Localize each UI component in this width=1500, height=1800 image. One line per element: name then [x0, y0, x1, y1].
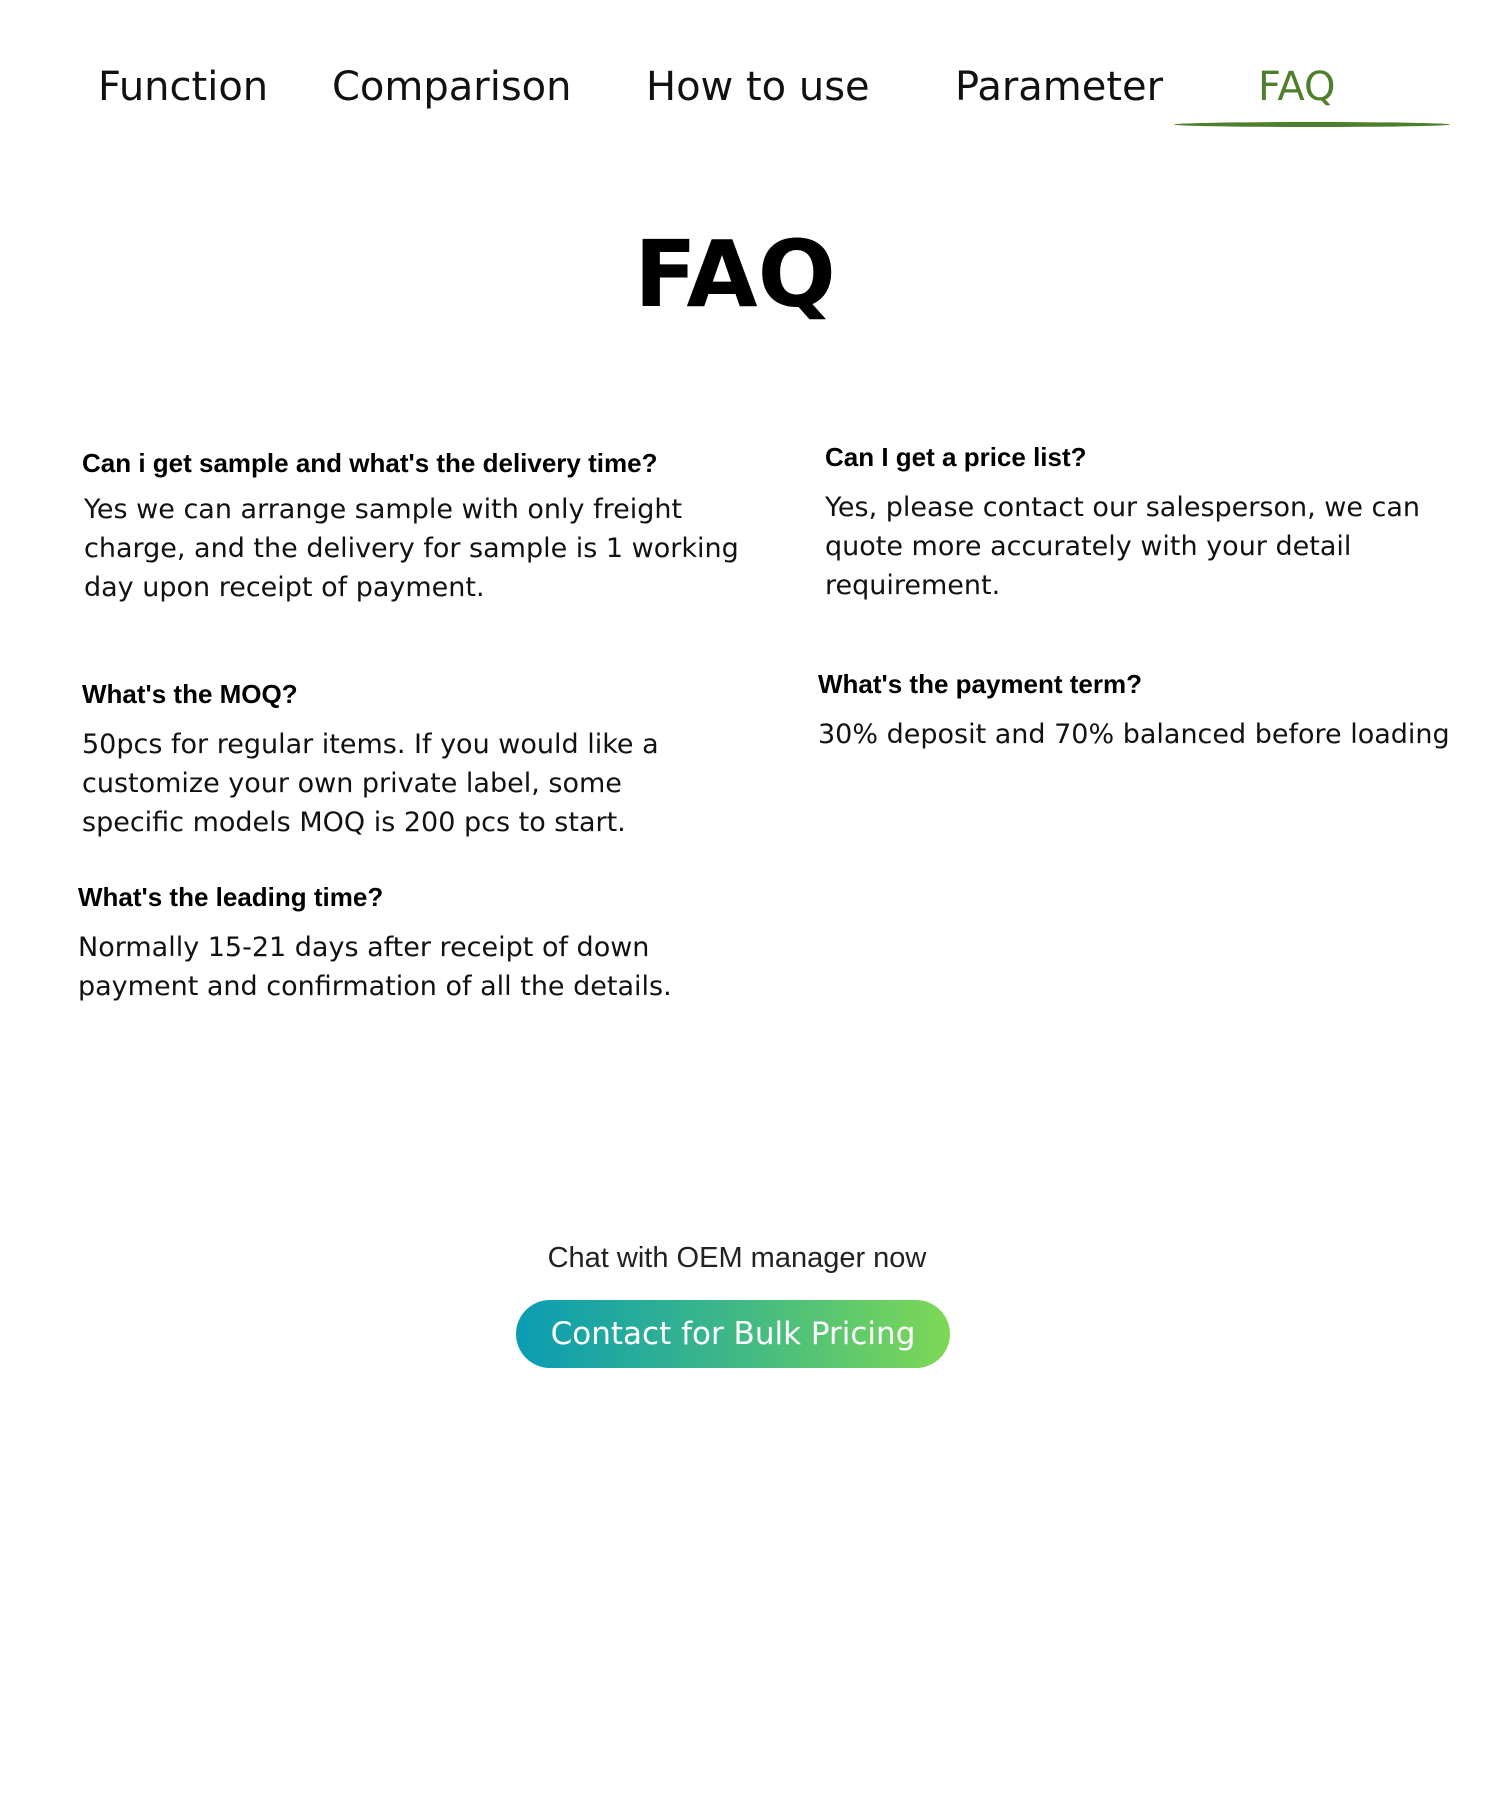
faq-question: Can I get a price list?	[825, 442, 1087, 472]
faq-item-payment-term	[818, 667, 1458, 754]
section-nav	[0, 0, 1500, 140]
faq-question: What's the leading time?	[78, 882, 384, 912]
faq-question: Can i get sample and what's the delivery time?	[82, 448, 658, 478]
contact-bulk-pricing-button[interactable]: Contact for Bulk Pricing	[516, 1300, 950, 1368]
faq-question: What's the MOQ?	[82, 679, 298, 709]
faq-item-price-list	[825, 440, 1425, 605]
tab-parameter[interactable]: Parameter	[955, 64, 1164, 110]
tab-how-to-use[interactable]: How to use	[646, 64, 870, 110]
faq-answer: 50pcs for regular items. If you would like a customize your own private label, some specific models MOQ is 200 pcs to start.	[82, 729, 659, 838]
faq-item-sample	[82, 446, 762, 607]
faq-answer: 30% deposit and 70% balanced before loading	[818, 719, 1450, 750]
faq-question: What's the payment term?	[818, 669, 1143, 699]
faq-item-moq	[82, 677, 722, 842]
active-tab-underline	[1174, 122, 1450, 127]
tab-function[interactable]: Function	[98, 64, 269, 110]
tab-faq[interactable]: FAQ	[1258, 64, 1336, 110]
page-title: FAQ	[634, 221, 836, 328]
faq-answer: Yes, please contact our salesperson, we can quote more accurately with your detail requirement.	[825, 492, 1421, 601]
cta-caption: Chat with OEM manager now	[547, 1242, 927, 1274]
tab-comparison[interactable]: Comparison	[332, 64, 572, 110]
faq-answer: Normally 15-21 days after receipt of down payment and confirmation of all the details.	[78, 932, 672, 1002]
faq-item-leading-time	[78, 880, 758, 1006]
faq-answer: Yes we can arrange sample with only freight charge, and the delivery for sample is 1 working day upon receipt of payment.	[84, 494, 739, 603]
